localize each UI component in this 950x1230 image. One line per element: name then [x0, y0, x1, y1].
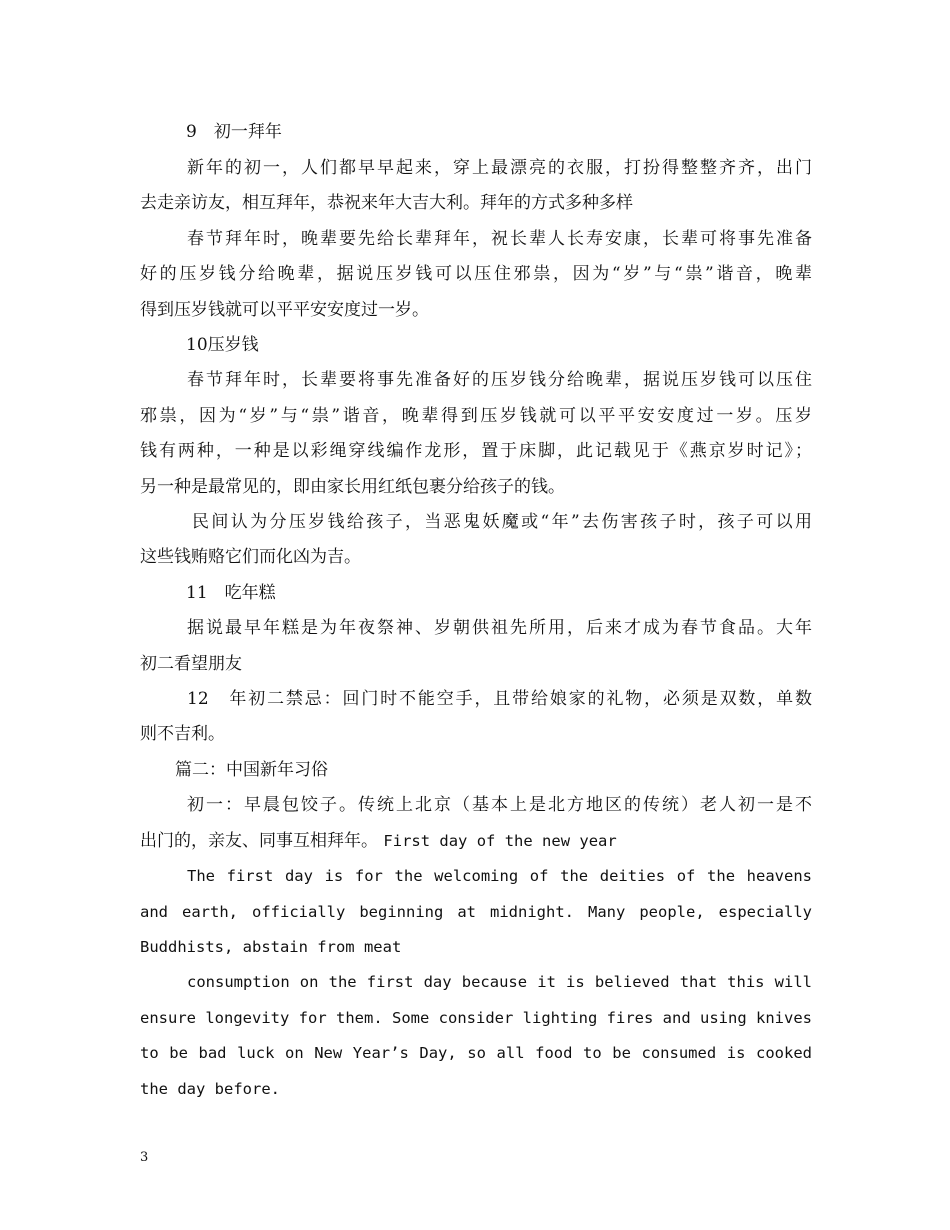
paragraph-line: 12 年初二禁忌：回门时不能空手，且带给娘家的礼物，必须是双数，单数 — [187, 689, 812, 709]
paragraph-line: 去走亲访友，相互拜年，恭祝来年大吉大利。拜年的方式多种多样 — [140, 193, 633, 213]
paragraph-text: 出门的，亲友、同事互相拜年。 — [140, 831, 378, 851]
english-line: the day before. — [140, 1080, 280, 1098]
paragraph-line: 邪祟，因为“岁”与“祟”谐音，晚辈得到压岁钱就可以平平安安度过一岁。压岁 — [140, 406, 812, 426]
paragraph-line: 据说最早年糕是为年夜祭神、岁朝供祖先所用，后来才成为春节食品。大年 — [187, 618, 812, 638]
english-line: ensure longevity for them. Some consider lighting fires and using knives — [140, 1009, 812, 1027]
paragraph-line — [140, 830, 812, 852]
paragraph-line: 好的压岁钱分给晚辈，据说压岁钱可以压住邪祟，因为“岁”与“祟”谐音，晚辈 — [140, 264, 812, 284]
english-heading: First day of the new year — [383, 832, 617, 850]
paragraph-line: 钱有两种，一种是以彩绳穿线编作龙形，置于床脚，此记载见于《燕京岁时记》； — [140, 441, 812, 461]
english-line: consumption on the first day because it is believed that this will — [187, 973, 812, 991]
english-line: The first day is for the welcoming of the deities of the heavens — [187, 867, 812, 885]
paragraph-line: 民间认为分压岁钱给孩子，当恶鬼妖魔或“年”去伤害孩子时，孩子可以用 — [192, 512, 812, 532]
paragraph-line: 新年的初一，人们都早早起来，穿上最漂亮的衣服，打扮得整整齐齐，出门 — [187, 158, 812, 178]
paragraph-line: 初二看望朋友 — [140, 654, 242, 674]
paragraph-line: 则不吉利。 — [140, 724, 225, 744]
section-heading: 11 吃年糕 — [186, 583, 276, 603]
paragraph-line: 春节拜年时，晚辈要先给长辈拜年，祝长辈人长寿安康，长辈可将事先准备 — [187, 229, 812, 249]
paragraph-line: 得到压岁钱就可以平平安安度过一岁。 — [140, 300, 429, 320]
paragraph-line: 初一：早晨包饺子。传统上北京（基本上是北方地区的传统）老人初一是不 — [187, 795, 812, 815]
paragraph-line: 另一种是最常见的，即由家长用红纸包裹分给孩子的钱。 — [140, 477, 565, 497]
section-heading: 10压岁钱 — [186, 335, 259, 355]
paragraph-line: 这些钱贿赂它们而化凶为吉。 — [140, 547, 361, 567]
english-line: to be bad luck on New Year’s Day, so all food to be consumed is cooked — [140, 1044, 812, 1062]
english-line: and earth, officially beginning at midnight. Many people, especially — [140, 903, 812, 921]
english-line: Buddhists, abstain from meat — [140, 938, 402, 956]
section-heading: 9 初一拜年 — [186, 122, 282, 142]
paragraph-line: 春节拜年时，长辈要将事先准备好的压岁钱分给晚辈，据说压岁钱可以压住 — [187, 370, 812, 390]
page-number: 3 — [140, 1150, 149, 1165]
section-heading: 篇二：中国新年习俗 — [175, 760, 328, 780]
